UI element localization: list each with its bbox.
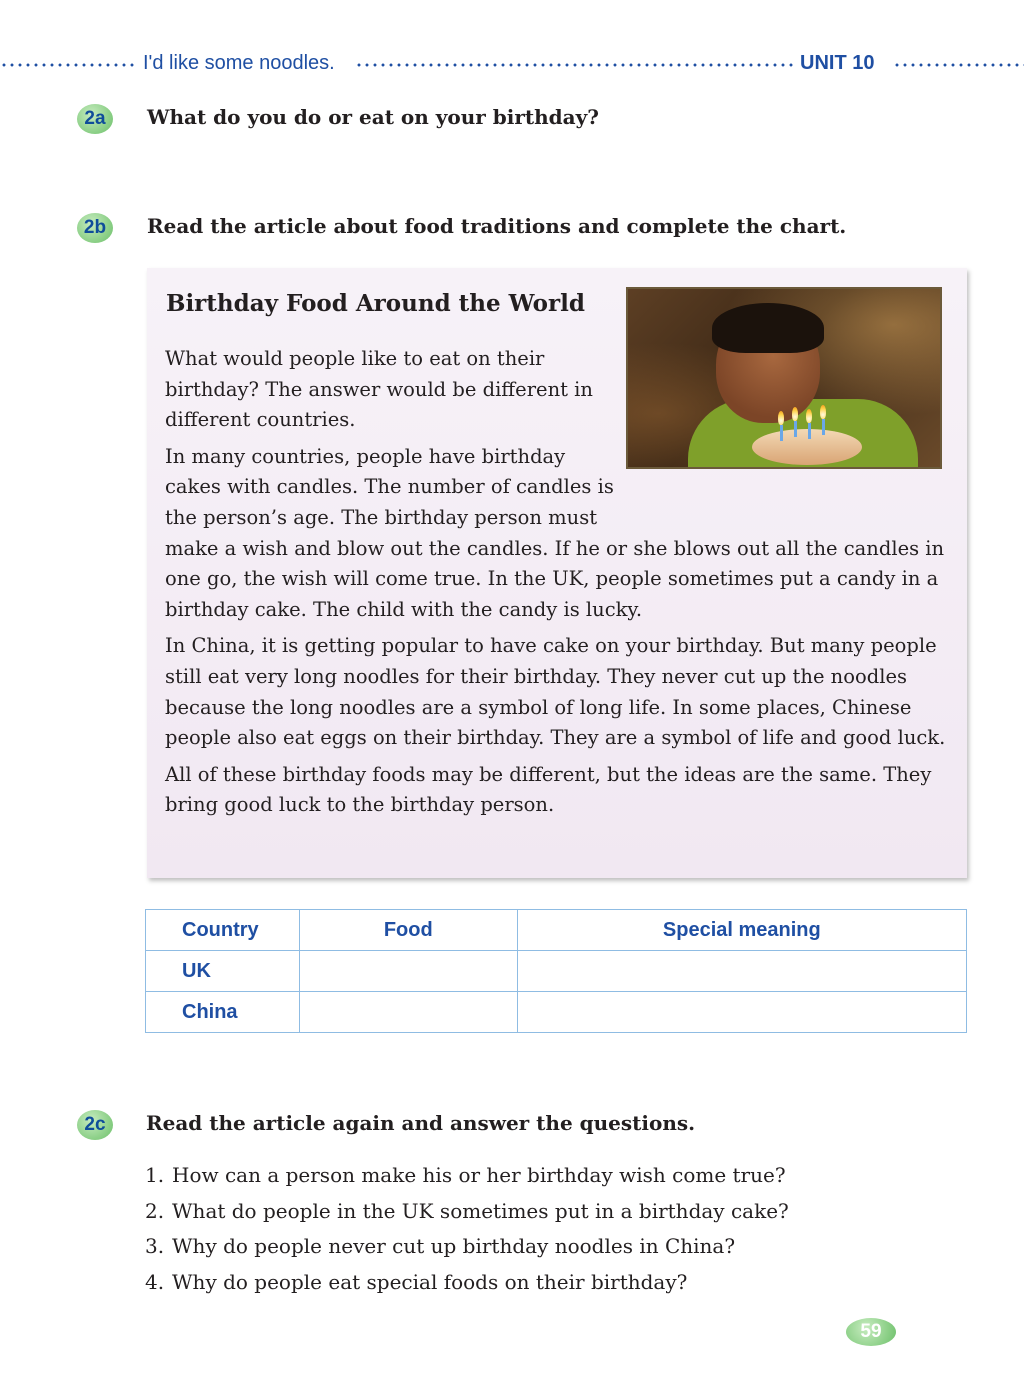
article-title: Birthday Food Around the World	[166, 290, 585, 317]
food-chart-table	[145, 909, 967, 1033]
task-badge-2b: 2b	[77, 213, 113, 243]
list-item: 2. What do people in the UK sometimes put in a birthday cake?	[145, 1198, 789, 1223]
task-badge-2a: 2a	[77, 104, 113, 134]
task-2a-instruction: What do you do or eat on your birthday?	[147, 105, 599, 129]
column-header-country: Country	[146, 910, 300, 951]
lesson-title: I'd like some noodles.	[143, 52, 335, 74]
birthday-photo	[626, 287, 942, 469]
task-badge-2c: 2c	[77, 1110, 113, 1140]
country-cell: UK	[146, 951, 300, 992]
column-header-special-meaning: Special meaning	[517, 910, 966, 951]
header-dots-middle	[355, 63, 795, 67]
table-row	[146, 951, 967, 992]
article-paragraph: In China, it is getting popular to have cake on your birthday. But many people still eat very long noodles for their birthday. They never cut up the noodles because the long noodles are a symbol of long life. In some places, Chinese people also eat eggs on their birthday. They are a symbol of life and good luck.	[165, 634, 946, 750]
list-item: 1. How can a person make his or her birthday wish come true?	[145, 1163, 786, 1187]
table-row	[146, 992, 967, 1033]
unit-label: UNIT 10	[800, 52, 875, 74]
meaning-cell[interactable]	[517, 992, 966, 1033]
page-number: 59	[846, 1318, 896, 1346]
country-cell: China	[146, 992, 300, 1033]
column-header-food: Food	[299, 910, 517, 951]
question-list	[145, 1160, 789, 1302]
food-cell[interactable]	[299, 951, 517, 992]
article-paragraph: All of these birthday foods may be different, but the ideas are the same. They bring good luck to the birthday person.	[165, 762, 932, 817]
list-item: 3. Why do people never cut up birthday noodles in China?	[145, 1234, 736, 1258]
header-dots-left	[0, 63, 138, 67]
task-2b-instruction: Read the article about food traditions and complete the chart.	[147, 214, 847, 238]
table-header-row	[146, 910, 967, 951]
food-cell[interactable]	[299, 992, 517, 1033]
page-header	[0, 50, 1024, 80]
list-item: 4. Why do people eat special foods on their birthday?	[145, 1269, 688, 1294]
article-paragraph: In many countries, people have birthday cakes with candles. The number of candles is the person’s age. The birthday person must make a wish and blow out the candles. If he or she blows out all the candles in one go, the wish will come true. In the UK, people sometimes put a candy in a birthday cake. The child with the candy is lucky.	[165, 444, 945, 621]
article-paragraph: What would people like to eat on their birthday? The answer would be different in different countries.	[165, 347, 593, 432]
task-2c-instruction: Read the article again and answer the questions.	[146, 1111, 696, 1135]
header-dots-right	[893, 63, 1024, 67]
meaning-cell[interactable]	[517, 951, 966, 992]
